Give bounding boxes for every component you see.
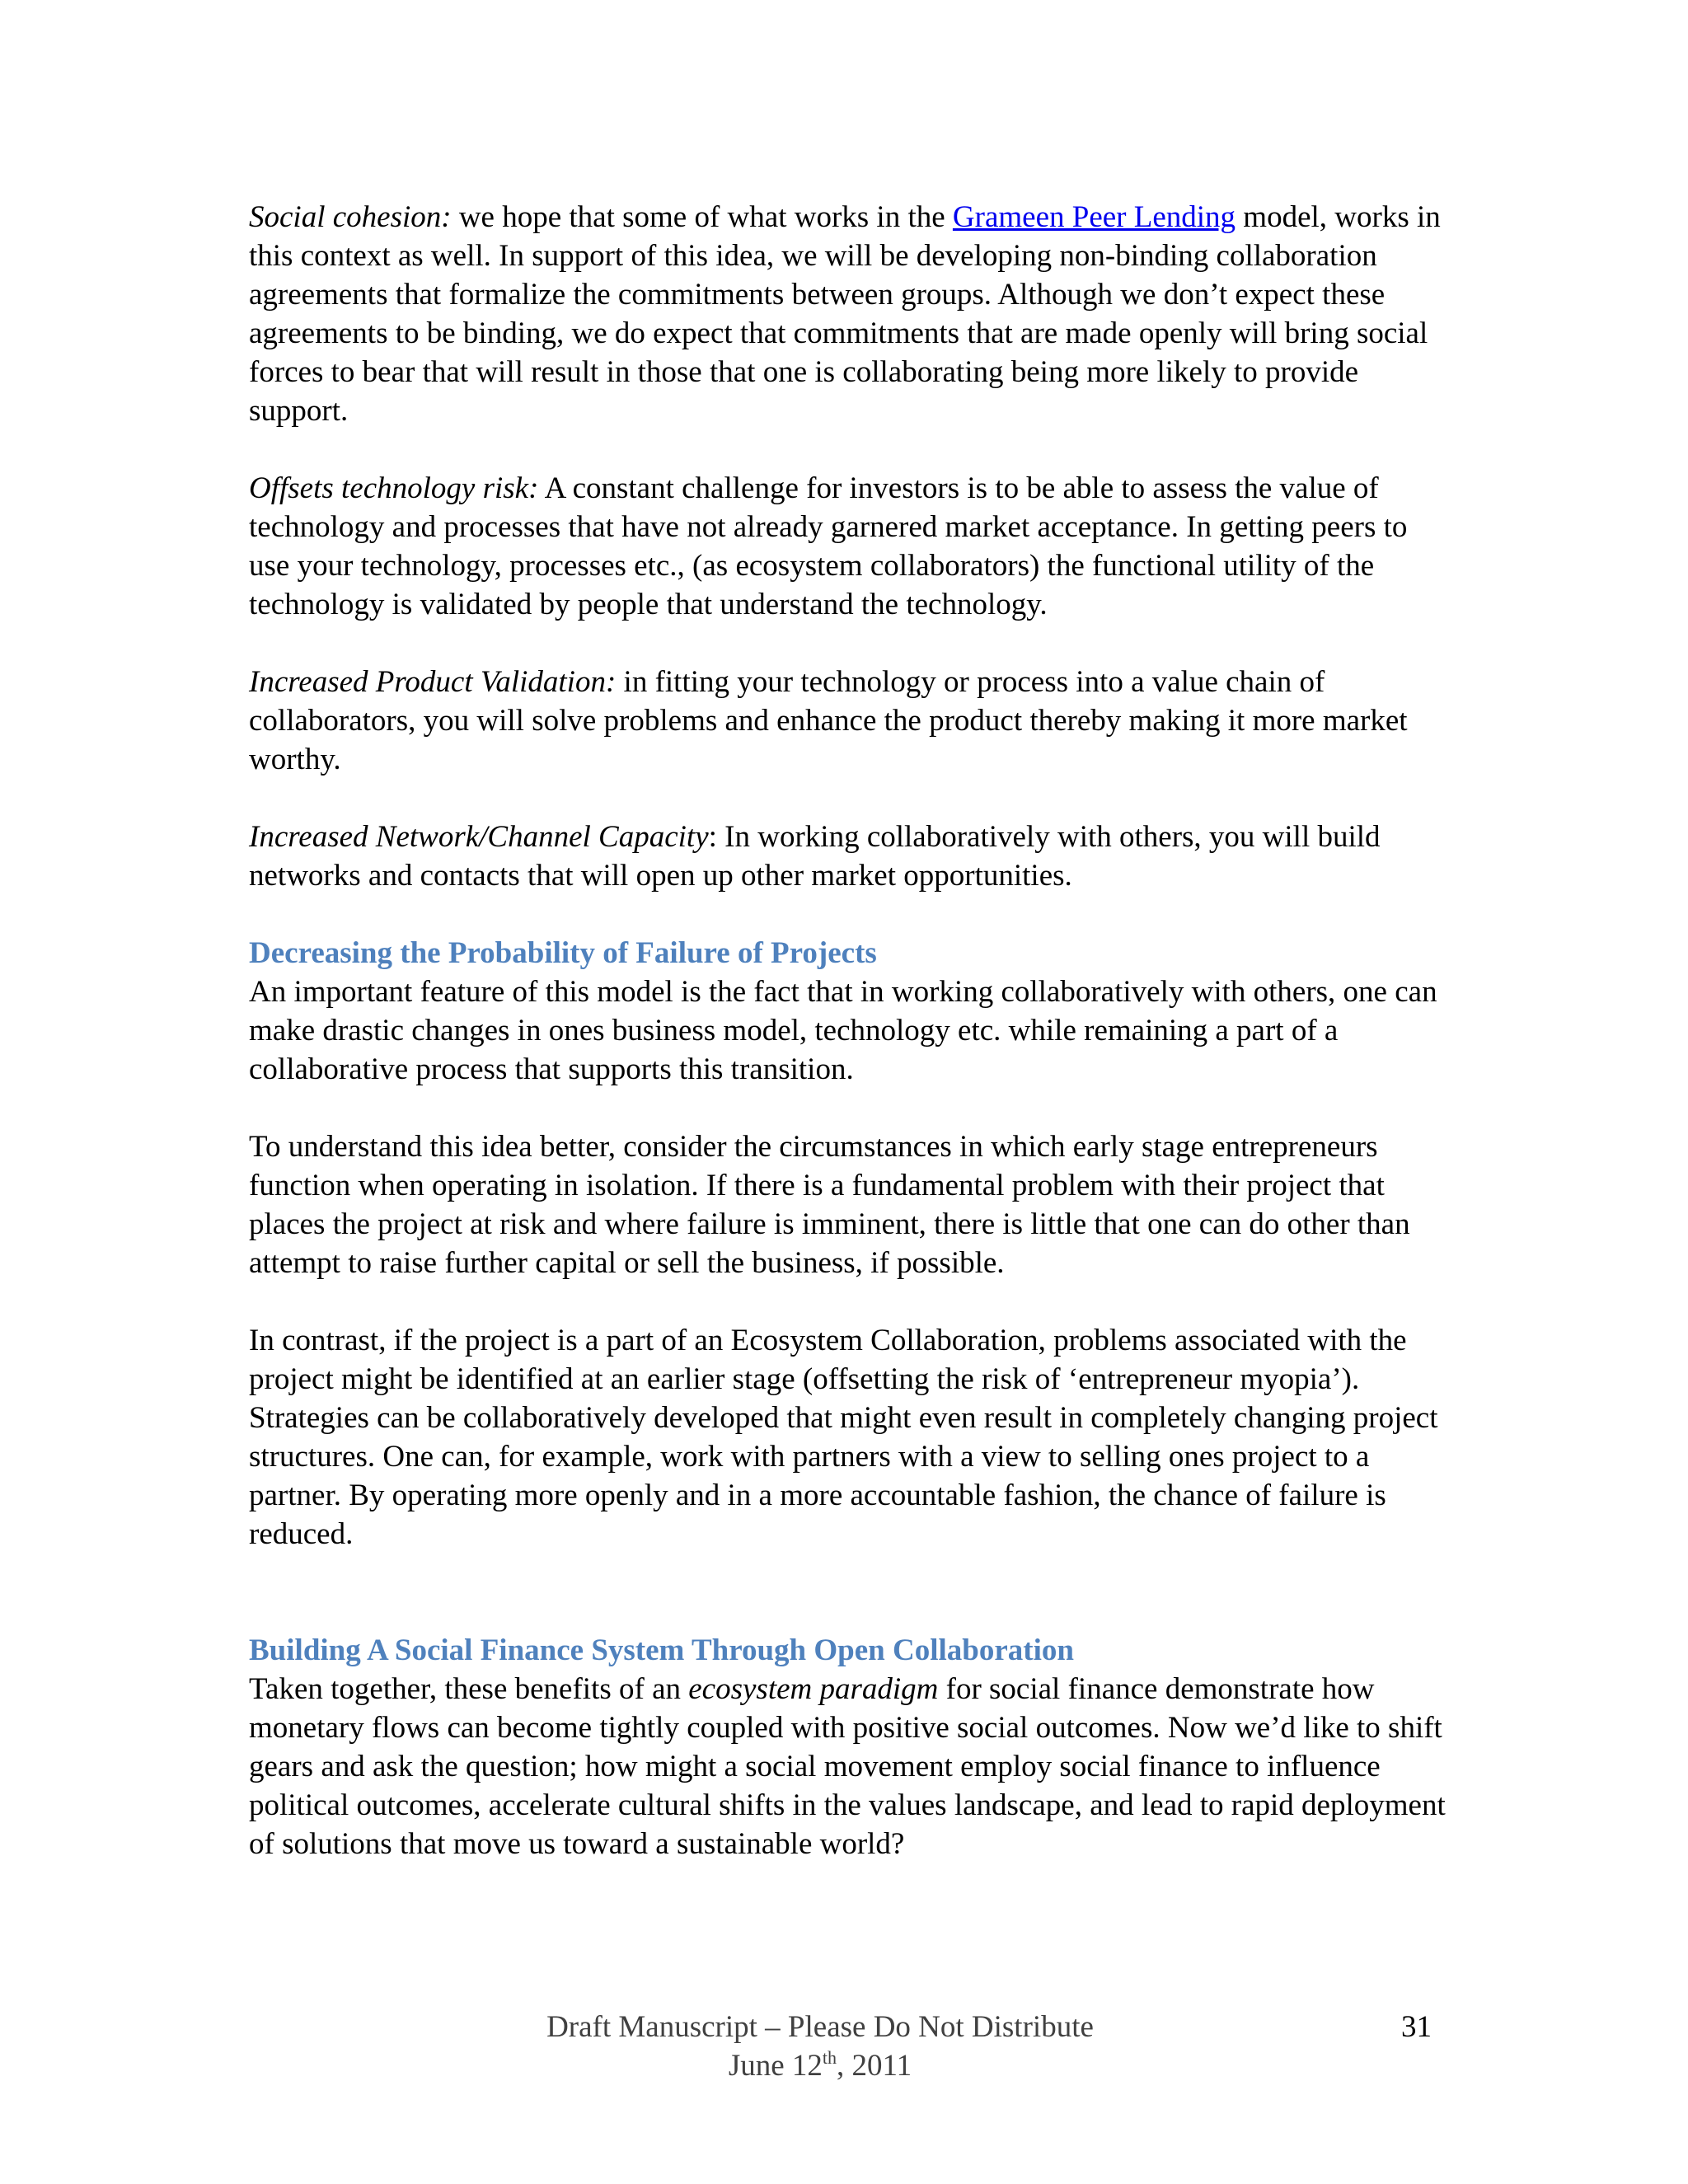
page-content <box>249 198 1452 1902</box>
paragraph-offsets-risk <box>249 469 1452 624</box>
text-offsets-risk: A constant challenge for investors is to be able to assess the value of technology and processes that have not already garnered market acceptance. In getting peers to use your technology, processes etc., (as ecosystem collaborators) the functional utility of the technology is validated by people that understand the technology. <box>249 471 1408 621</box>
text-social-cohesion-pre: we hope that some of what works in the <box>451 200 953 234</box>
lead-offsets-risk: Offsets technology risk: <box>249 471 539 505</box>
lead-social-cohesion: Social cohesion: <box>249 200 452 234</box>
paragraph-product-validation <box>249 663 1452 779</box>
text-product-validation: in fitting your technology or process into a value chain of collaborators, you will solve problems and enhance the product thereby making it more market worthy. <box>249 665 1408 776</box>
section-heading-failure: Decreasing the Probability of Failure of Projects <box>249 936 877 970</box>
text-social-cohesion-post: model, works in this context as well. In support of this idea, we will be developing non-binding collaboration agreements that formalize the commitments between groups. Although we don’t expect these agreements to be binding, we do expect that commitments that are made openly will bring social forces to bear that will result in those that one is collaborating being more likely to provide support. <box>249 200 1441 428</box>
text-ecosystem-paradigm: ecosystem paradigm <box>688 1672 939 1706</box>
footer-date-suffix: , 2011 <box>837 2049 912 2083</box>
section-spacer <box>249 1592 1452 1631</box>
page-number: 31 <box>1401 2010 1432 2044</box>
text-social-finance-post: for social finance demonstrate how monetary flows can become tightly coupled with positive social outcomes. Now we’d like to shift gears and ask the question; how might a social movement employ social finance to influence political outcomes, accelerate cultural shifts in the values landscape, and lead to rapid deployment of solutions that move us toward a sustainable world? <box>249 1672 1446 1861</box>
paragraph-failure-2: To understand this idea better, consider the circumstances in which early stage entrepreneurs function when operating in isolation. If there is a fundamental problem with their project that places the project at risk and where failure is imminent, there is little that one can do other than attempt to raise further capital or sell the business, if possible. <box>249 1130 1410 1280</box>
paragraph-failure-3: In contrast, if the project is a part of an Ecosystem Collaboration, problems associated with the project might be identified at an earlier stage (offsetting the risk of ‘entrepreneur myopia’). Strategies can be collaboratively developed that might even result in completely changing project structures. One can, for example, work with partners with a view to selling ones project to a partner. By operating more openly and in a more accountable fashion, the chance of failure is reduced. <box>249 1324 1438 1551</box>
grameen-peer-lending-link[interactable]: Grameen Peer Lending <box>952 200 1236 234</box>
lead-network-capacity: Increased Network/Channel Capacity <box>249 820 709 854</box>
text-social-finance-pre: Taken together, these benefits of an <box>249 1672 689 1706</box>
section-heading-social-finance: Building A Social Finance System Through Open Collaboration <box>249 1633 1074 1667</box>
paragraph-social-cohesion <box>249 198 1452 430</box>
paragraph-social-finance <box>249 1670 1452 1863</box>
paragraph-network-capacity <box>249 818 1452 895</box>
footer-date-sup: th <box>822 2047 837 2068</box>
footer-date-prefix: June 12 <box>728 2049 823 2083</box>
lead-product-validation: Increased Product Validation: <box>249 665 617 699</box>
paragraph-failure-1: An important feature of this model is the fact that in working collaboratively with others, one can make drastic changes in ones business model, technology etc. while remaining a part of a collaborative process that supports this transition. <box>249 975 1437 1086</box>
footer-draft-notice: Draft Manuscript – Please Do Not Distribute <box>546 2010 1094 2044</box>
text-network-capacity: : In working collaboratively with others, you will build networks and contacts that will open up other market opportunities. <box>249 820 1381 893</box>
footer-date <box>0 2046 1640 2085</box>
